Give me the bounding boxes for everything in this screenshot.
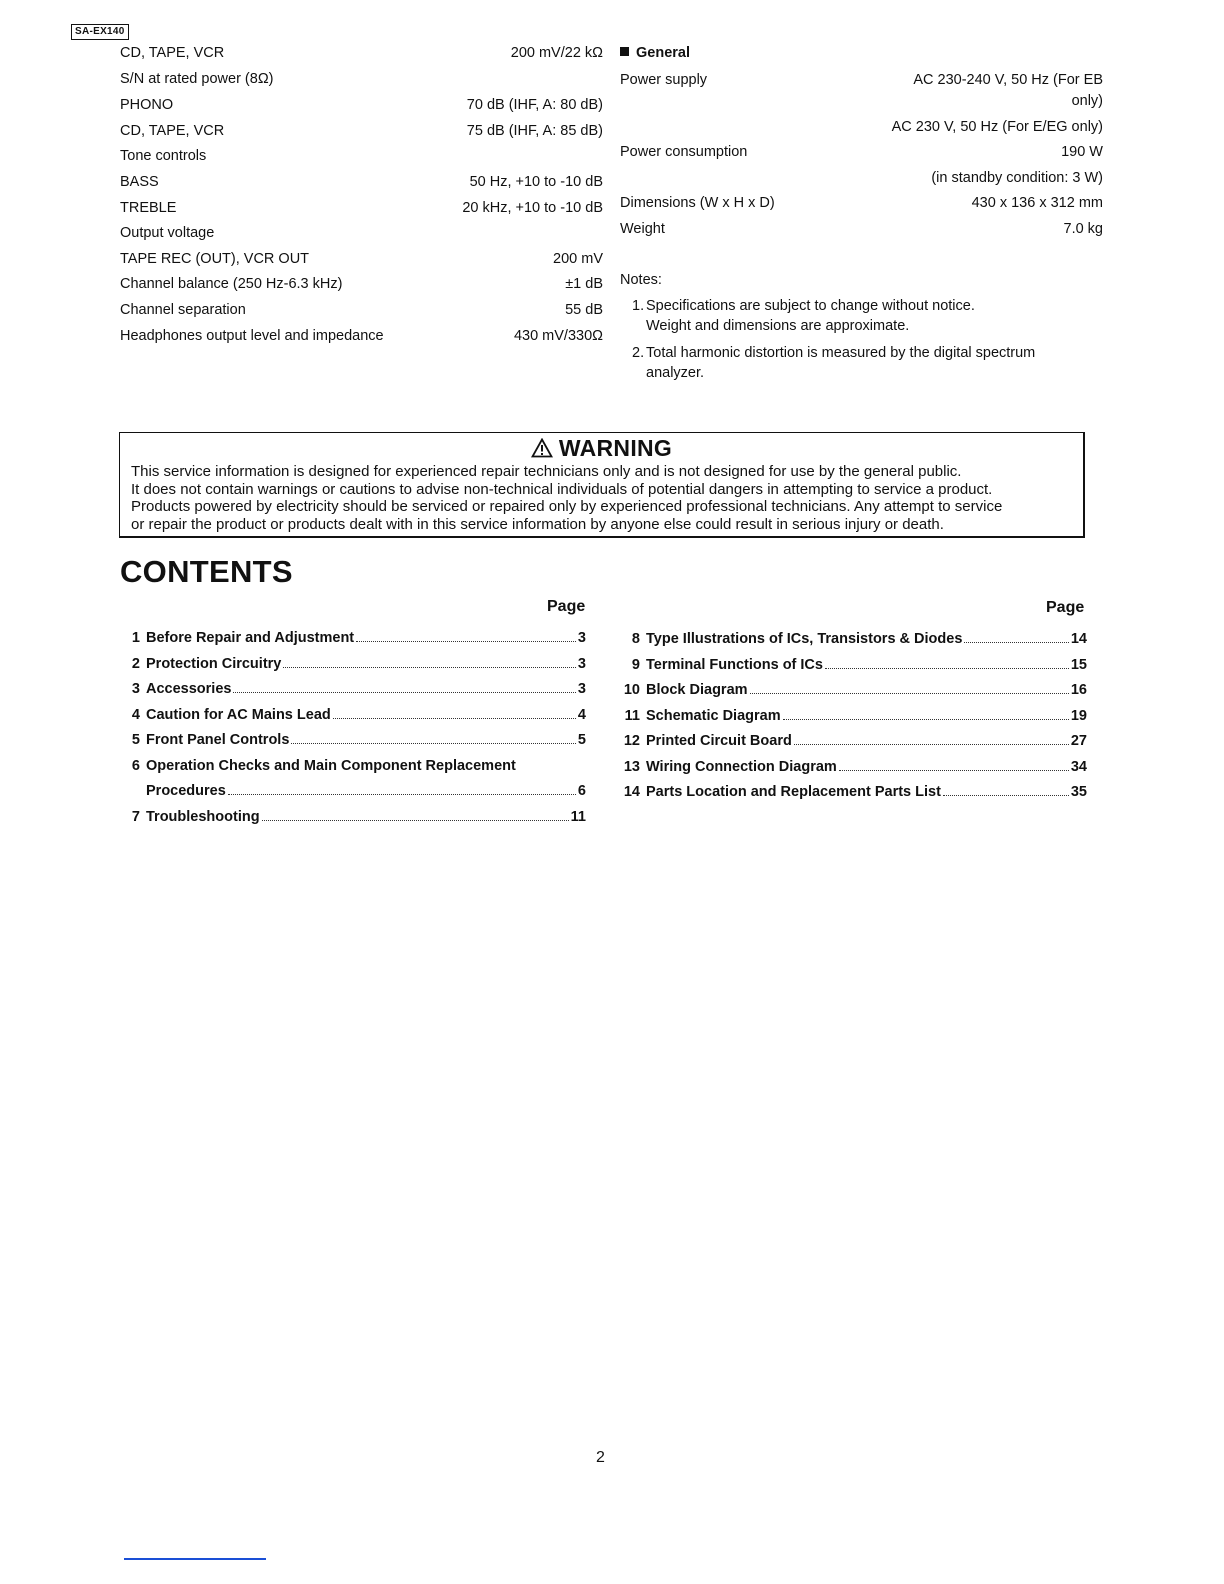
- spec-row: [120, 199, 603, 217]
- warning-line: This service information is designed for experienced repair technicians only and is not designed for use by the general public.: [131, 463, 962, 480]
- toc-entry[interactable]: [620, 758, 1087, 776]
- leader-dots: [964, 642, 1068, 643]
- spec-value: 20 kHz, +10 to -10 dB: [462, 200, 603, 216]
- spec-label: CD, TAPE, VCR: [120, 45, 225, 61]
- spec-row: [620, 169, 1103, 187]
- spec-value: 7.0 kg: [1063, 221, 1103, 237]
- contents-title: CONTENTS: [120, 554, 293, 589]
- spec-label: Headphones output level and impedance: [120, 328, 384, 344]
- bottom-rule: [124, 1558, 266, 1560]
- toc-entry[interactable]: [124, 655, 586, 673]
- leader-dots: [262, 820, 569, 821]
- toc-title: Wiring Connection Diagram: [646, 759, 837, 775]
- leader-dots: [783, 719, 1069, 720]
- spec-row: [120, 327, 603, 345]
- note-number: 1.: [632, 298, 645, 314]
- toc-title: Block Diagram: [646, 682, 748, 698]
- spec-value: 430 mV/330Ω: [513, 328, 603, 344]
- toc-entry-continued[interactable]: [146, 782, 586, 800]
- toc-page: 3: [577, 681, 586, 697]
- leader-dots: [943, 795, 1069, 796]
- spec-row: [120, 96, 603, 114]
- spec-label: Tone controls: [120, 148, 207, 164]
- toc-number: 4: [131, 707, 140, 723]
- warning-line: Products powered by electricity should be serviced or repaired only by experienced professional technicians. Any attempt to service: [131, 498, 1003, 515]
- page-column-heading: Page: [1046, 599, 1085, 616]
- toc-title: Before Repair and Adjustment: [146, 630, 355, 646]
- spec-label: Weight: [620, 221, 665, 237]
- spec-label: Power consumption: [620, 144, 748, 160]
- toc-entry[interactable]: [620, 783, 1087, 801]
- note-text-continued: analyzer.: [646, 365, 705, 381]
- note-item: [632, 343, 1092, 383]
- toc-entry[interactable]: [620, 707, 1087, 725]
- spec-row: [120, 275, 603, 293]
- leader-dots: [750, 693, 1069, 694]
- toc-title: Printed Circuit Board: [646, 733, 792, 749]
- toc-title: Protection Circuitry: [146, 656, 282, 672]
- square-bullet-icon: [620, 47, 629, 56]
- leader-dots: [839, 770, 1069, 771]
- toc-page: 3: [577, 630, 586, 646]
- toc-number: 13: [623, 759, 640, 775]
- spec-value: AC 230 V, 50 Hz (For E/EG only): [891, 119, 1103, 135]
- toc-page: 3: [577, 656, 586, 672]
- spec-value: 200 mV: [553, 251, 603, 267]
- spec-row: [620, 220, 1103, 238]
- toc-page: 15: [1070, 657, 1087, 673]
- spec-row: [620, 143, 1103, 161]
- spec-label: Power supply: [620, 72, 708, 88]
- page-number: 2: [596, 1449, 605, 1466]
- toc-page: 27: [1070, 733, 1087, 749]
- toc-number: 5: [131, 732, 140, 748]
- spec-value: ±1 dB: [565, 276, 603, 292]
- spec-row: [120, 173, 603, 191]
- leader-dots: [794, 744, 1069, 745]
- toc-entry[interactable]: [620, 732, 1087, 750]
- spec-value: 70 dB (IHF, A: 80 dB): [466, 97, 603, 113]
- spec-value: 50 Hz, +10 to -10 dB: [469, 174, 603, 190]
- toc-number: 6: [131, 758, 140, 774]
- spec-row: [620, 92, 1103, 110]
- spec-label: Dimensions (W x H x D): [620, 195, 775, 211]
- toc-entry[interactable]: [620, 630, 1087, 648]
- spec-label: Channel separation: [120, 302, 246, 318]
- spec-value: 55 dB: [565, 302, 603, 318]
- toc-page: 34: [1070, 759, 1087, 775]
- toc-page: 14: [1070, 631, 1087, 647]
- spec-label: PHONO: [120, 97, 174, 113]
- leader-dots: [228, 794, 576, 795]
- toc-page: 35: [1070, 784, 1087, 800]
- notes-heading: Notes:: [620, 272, 662, 288]
- toc-title: Procedures: [146, 783, 226, 799]
- note-text: Specifications are subject to change without notice.: [646, 298, 975, 314]
- spec-label: Output voltage: [120, 225, 215, 241]
- spec-label: Channel balance (250 Hz-6.3 kHz): [120, 276, 343, 292]
- page-column-heading: Page: [547, 598, 586, 615]
- toc-entry[interactable]: [124, 706, 586, 724]
- spec-label: S/N at rated power (8Ω): [120, 71, 274, 87]
- toc-page: 16: [1070, 682, 1087, 698]
- spec-label: BASS: [120, 174, 159, 190]
- note-item: [632, 296, 1092, 336]
- toc-number: 14: [623, 784, 640, 800]
- toc-entry[interactable]: [124, 757, 586, 775]
- warning-box: [119, 432, 1085, 538]
- toc-entry[interactable]: [620, 681, 1087, 699]
- note-text: Total harmonic distortion is measured by the digital spectrum: [646, 345, 1036, 361]
- toc-number: 2: [131, 656, 140, 672]
- spec-row: [120, 147, 603, 165]
- spec-value: 75 dB (IHF, A: 85 dB): [466, 123, 603, 139]
- toc-page: 6: [577, 783, 586, 799]
- toc-number: 7: [131, 809, 140, 825]
- spec-row: [120, 224, 603, 242]
- warning-triangle-icon: [531, 438, 553, 458]
- general-heading: General: [620, 44, 690, 62]
- leader-dots: [233, 692, 575, 693]
- note-text-continued: Weight and dimensions are approximate.: [646, 318, 910, 334]
- spec-value: 200 mV/22 kΩ: [510, 45, 603, 61]
- toc-number: 12: [623, 733, 640, 749]
- spec-row: [620, 71, 1103, 89]
- toc-page: 5: [577, 732, 586, 748]
- toc-page: 11: [570, 809, 586, 825]
- toc-title: Operation Checks and Main Component Replacement: [146, 758, 516, 774]
- spec-label: TREBLE: [120, 200, 177, 216]
- warning-title: WARNING: [120, 434, 1083, 462]
- spec-row: [120, 301, 603, 319]
- toc-entry[interactable]: [124, 680, 586, 698]
- warning-text: [131, 463, 1002, 533]
- spec-row: [120, 250, 603, 268]
- toc-title: Type Illustrations of ICs, Transistors & Diodes: [646, 631, 963, 647]
- spec-label: TAPE REC (OUT), VCR OUT: [120, 251, 310, 267]
- leader-dots: [283, 667, 576, 668]
- toc-title: Troubleshooting: [146, 809, 260, 825]
- spec-value: 190 W: [1061, 144, 1103, 160]
- spec-value: (in standby condition: 3 W): [931, 170, 1103, 186]
- model-tag: SA-EX140: [71, 24, 129, 40]
- toc-entry[interactable]: [124, 731, 586, 749]
- toc-page: 4: [577, 707, 586, 723]
- leader-dots: [333, 718, 576, 719]
- spec-row: [120, 70, 603, 88]
- toc-number: 10: [623, 682, 640, 698]
- spec-value: 430 x 136 x 312 mm: [971, 195, 1103, 211]
- toc-title: Accessories: [146, 681, 232, 697]
- toc-title: Schematic Diagram: [646, 708, 781, 724]
- warning-line: It does not contain warnings or cautions to advise non-technical individuals of potential dangers in attempting to service a product.: [131, 480, 993, 498]
- spec-label: CD, TAPE, VCR: [120, 123, 225, 139]
- spec-row: [620, 194, 1103, 212]
- toc-title: Front Panel Controls: [146, 732, 290, 748]
- toc-page: 19: [1070, 708, 1087, 724]
- spec-value: AC 230-240 V, 50 Hz (For EB: [913, 72, 1103, 88]
- spec-row: [620, 118, 1103, 136]
- toc-entry[interactable]: [124, 808, 586, 826]
- leader-dots: [356, 641, 576, 642]
- toc-entry[interactable]: [620, 656, 1087, 674]
- toc-number: 3: [131, 681, 140, 697]
- note-number: 2.: [632, 345, 645, 361]
- warning-line: or repair the product or products dealt with in this service information by anyone else could result in serious injury or death.: [131, 515, 944, 533]
- toc-number: 8: [631, 631, 640, 647]
- toc-number: 9: [631, 657, 640, 673]
- toc-title: Parts Location and Replacement Parts List: [646, 784, 941, 800]
- toc-entry[interactable]: [124, 629, 586, 647]
- toc-title: Terminal Functions of ICs: [646, 657, 823, 673]
- toc-title: Caution for AC Mains Lead: [146, 707, 331, 723]
- toc-number: 11: [624, 708, 640, 724]
- spec-row: [120, 44, 603, 62]
- spec-value: only): [1071, 93, 1103, 109]
- leader-dots: [291, 743, 576, 744]
- leader-dots: [825, 668, 1069, 669]
- toc-number: 1: [131, 630, 140, 646]
- spec-row: [120, 122, 603, 140]
